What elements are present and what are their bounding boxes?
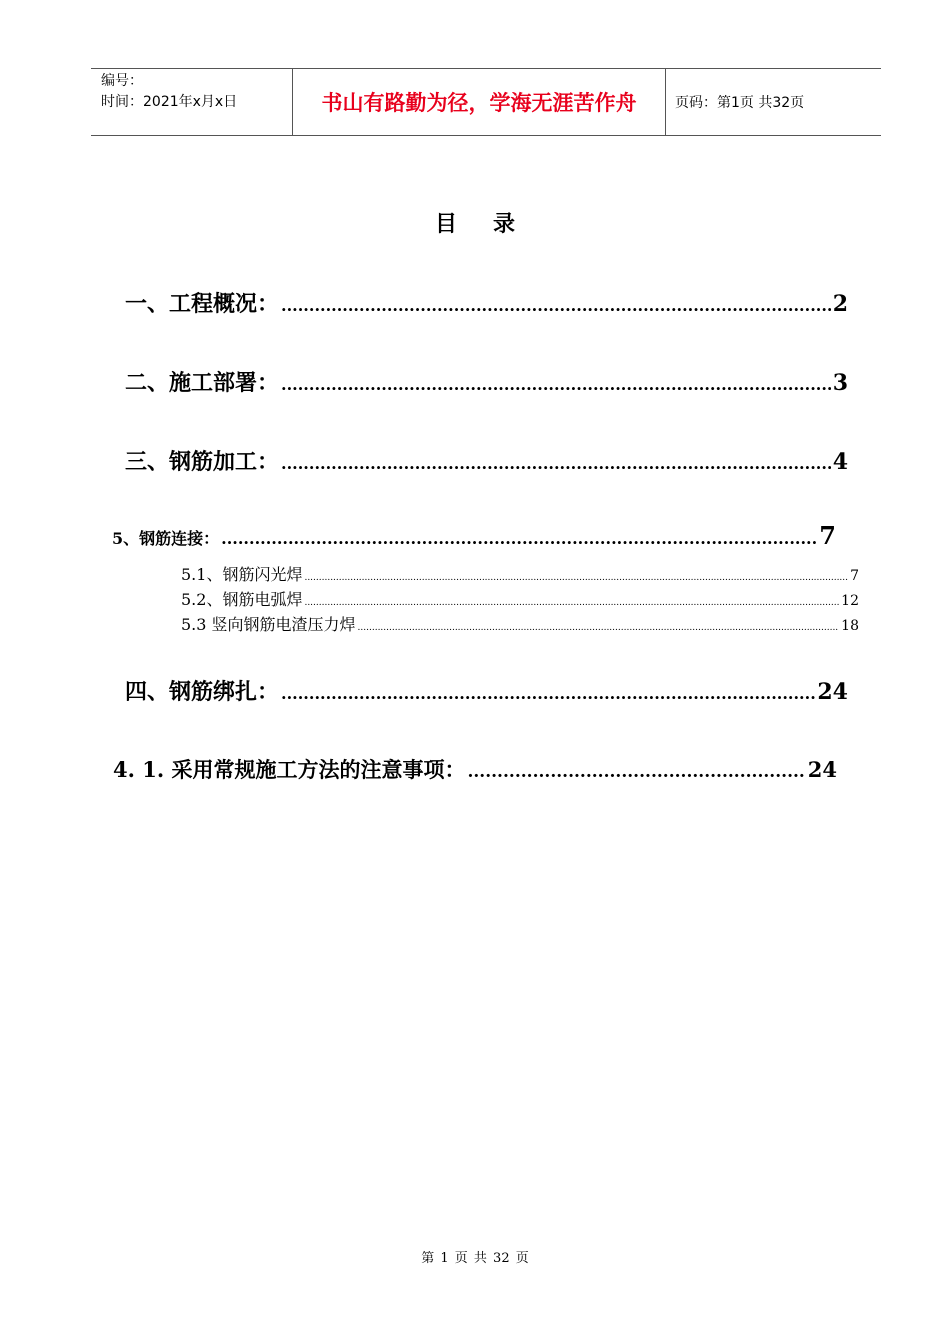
toc-leader-dots: [467, 762, 805, 782]
toc-entry[interactable]: [125, 675, 848, 706]
toc-entry-label: 一、工程概况：: [125, 291, 280, 317]
toc-leader-dots: [281, 684, 815, 703]
toc-title: 目录: [434, 211, 551, 237]
toc-entry[interactable]: [113, 754, 837, 784]
toc-entry[interactable]: [125, 366, 848, 397]
toc-entry-page: 18: [841, 618, 859, 634]
toc-entry-page: 4: [832, 449, 848, 475]
toc-entry-label: 二、施工部署：: [125, 370, 280, 396]
toc-leader-dots: [304, 573, 848, 583]
toc-entry[interactable]: [125, 445, 848, 476]
toc-entry[interactable]: [112, 521, 836, 550]
toc-leader-dots: [358, 623, 840, 633]
toc-leader-dots: [281, 296, 831, 315]
toc-leader-dots: [221, 529, 817, 548]
toc-entry[interactable]: [125, 287, 848, 318]
toc-entry-label: 5.3 竖向钢筋电渣压力焊: [181, 615, 356, 634]
header-page-info: 页码：第1页 共32页: [675, 95, 805, 111]
toc-entry-page: 2: [832, 291, 848, 317]
toc-entry-page: 3: [832, 370, 848, 396]
toc-entry-page: 12: [841, 593, 859, 609]
toc-entry-page: 7: [819, 521, 836, 550]
toc-entry-page: 24: [817, 679, 848, 705]
toc-entry-label: 4. 1. 采用常规施工方法的注意事项：: [113, 757, 466, 782]
header-motto: 书山有路勤为径，学海无涯苦作舟: [321, 91, 637, 115]
toc-entry-label: 5.1、钢筋闪光焊: [181, 565, 303, 584]
toc-leader-dots: [281, 375, 831, 394]
doc-code-label: 编号：: [101, 73, 143, 89]
toc-leader-dots: [281, 454, 831, 473]
toc-entry-label: 四、钢筋绑扎：: [125, 679, 280, 705]
toc-entry-label: 三、钢筋加工：: [125, 449, 280, 475]
header-meta: [101, 71, 291, 113]
toc-subentry[interactable]: [181, 562, 859, 585]
page-header: [91, 68, 881, 136]
toc-entry-page: 7: [850, 568, 859, 584]
toc-subentry[interactable]: [181, 612, 859, 635]
doc-time-label: 时间：2021年x月x日: [101, 94, 238, 110]
page-footer: 第 1 页 共 32 页: [421, 1251, 529, 1266]
toc-entry-page: 24: [807, 757, 837, 782]
toc-entry-label: 5、钢筋连接：: [112, 529, 220, 548]
toc-subentry[interactable]: [181, 587, 859, 610]
toc-entry-label: 5.2、钢筋电弧焊: [181, 590, 303, 609]
toc-leader-dots: [304, 598, 839, 608]
header-divider: [665, 69, 666, 135]
